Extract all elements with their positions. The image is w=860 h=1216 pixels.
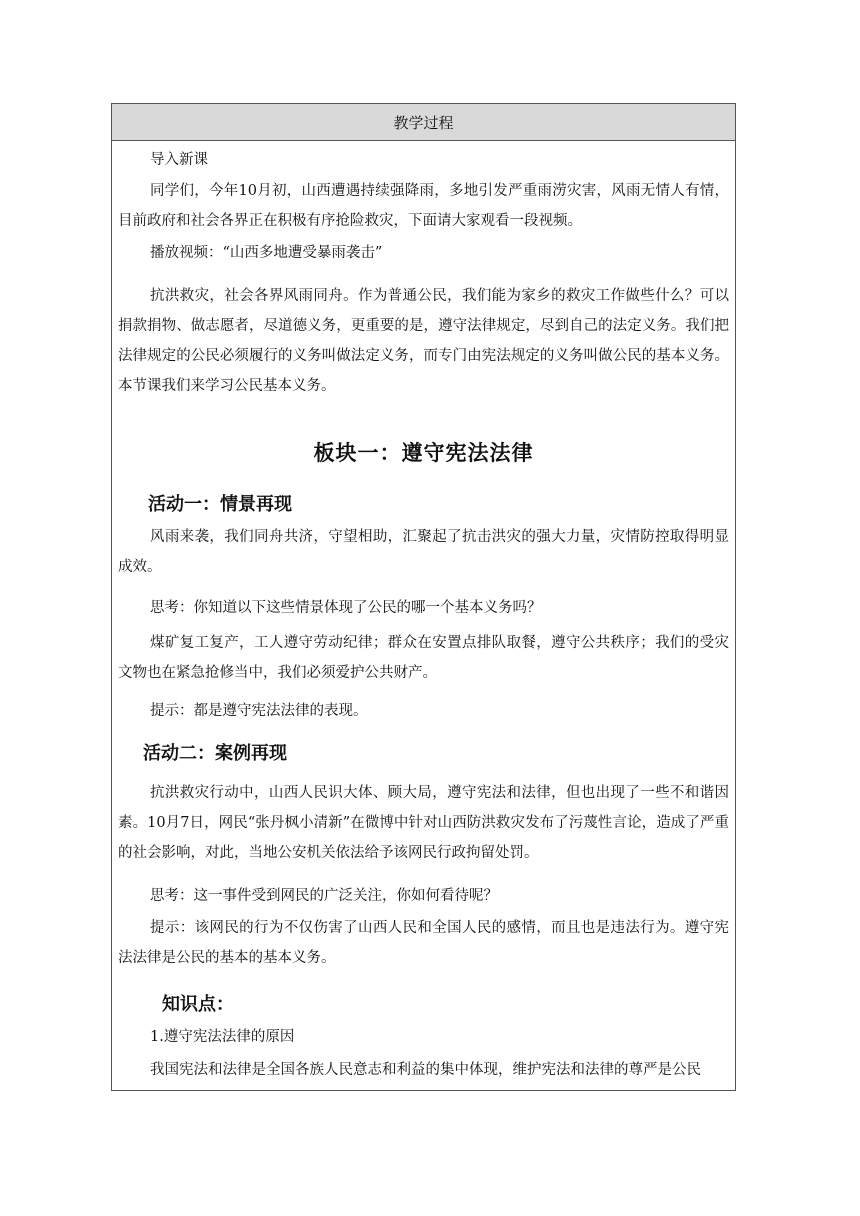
- knowledge-title: 知识点：: [162, 994, 234, 1015]
- video-line: 播放视频：“山西多地遭受暴雨袭击”: [150, 245, 383, 261]
- knowledge-paragraph-1: 我国宪法和法律是全国各族人民意志和利益的集中体现，维护宪法和法律的尊严是公民: [150, 1062, 701, 1078]
- intro-label: 导入新课: [150, 152, 208, 168]
- intro-paragraph-1: 同学们，今年10月初，山西遭遇持续强降雨，多地引发严重雨涝灾害，风雨无情人有情，目前政府和社会各界正在积极有序抢险救灾，下面请大家观看一段视频。: [118, 183, 729, 229]
- activity1-think: 思考：你知道以下这些情景体现了公民的哪一个基本义务吗？: [150, 600, 542, 616]
- table-header: 教学过程: [112, 104, 735, 141]
- activity1-title: 活动一：情景再现: [148, 494, 292, 515]
- lesson-table: [111, 103, 736, 1091]
- section-title: 板块一：遵守宪法法律: [313, 441, 534, 465]
- activity1-paragraph-2: 煤矿复工复产，工人遵守劳动纪律；群众在安置点排队取餐，遵守公共秩序；我们的受灾文物也在紧急抢修当中，我们必须爱护公共财产。: [118, 635, 729, 681]
- activity1-paragraph-1: 风雨来袭，我们同舟共济，守望相助，汇聚起了抗击洪灾的强大力量，灾情防控取得明显成效。: [118, 529, 729, 575]
- knowledge-item-1: 1.遵守宪法法律的原因: [150, 1029, 295, 1045]
- activity2-title: 活动二：案例再现: [143, 743, 287, 764]
- activity2-hint: 提示：该网民的行为不仅伤害了山西人民和全国人民的感情，而且也是违法行为。遵守宪法法律是公民的基本的基本义务。: [118, 920, 729, 966]
- table-body: [112, 141, 735, 1090]
- intro-paragraph-2: 抗洪救灾，社会各界风雨同舟。作为普通公民，我们能为家乡的救灾工作做些什么？可以捐款捐物、做志愿者，尽道德义务，更重要的是，遵守法律规定，尽到自己的法定义务。我们把法律规定的公民必须履行的义务叫做法定义务，而专门由宪法规定的义务叫做公民的基本义务。本节课我们来学习公民基本义务。: [118, 288, 729, 394]
- activity2-think: 思考：这一事件受到网民的广泛关注，你如何看待呢？: [150, 888, 498, 904]
- activity1-hint: 提示：都是遵守宪法法律的表现。: [150, 703, 368, 719]
- activity2-paragraph-1: 抗洪救灾行动中，山西人民识大体、顾大局，遵守宪法和法律，但也出现了一些不和谐因素。10月7日，网民“张丹枫小清新”在微博中针对山西防洪救灾发布了污蔑性言论，造成了严重的社会影响，对此，当地公安机关依法给予该网民行政拘留处罚。: [118, 785, 729, 861]
